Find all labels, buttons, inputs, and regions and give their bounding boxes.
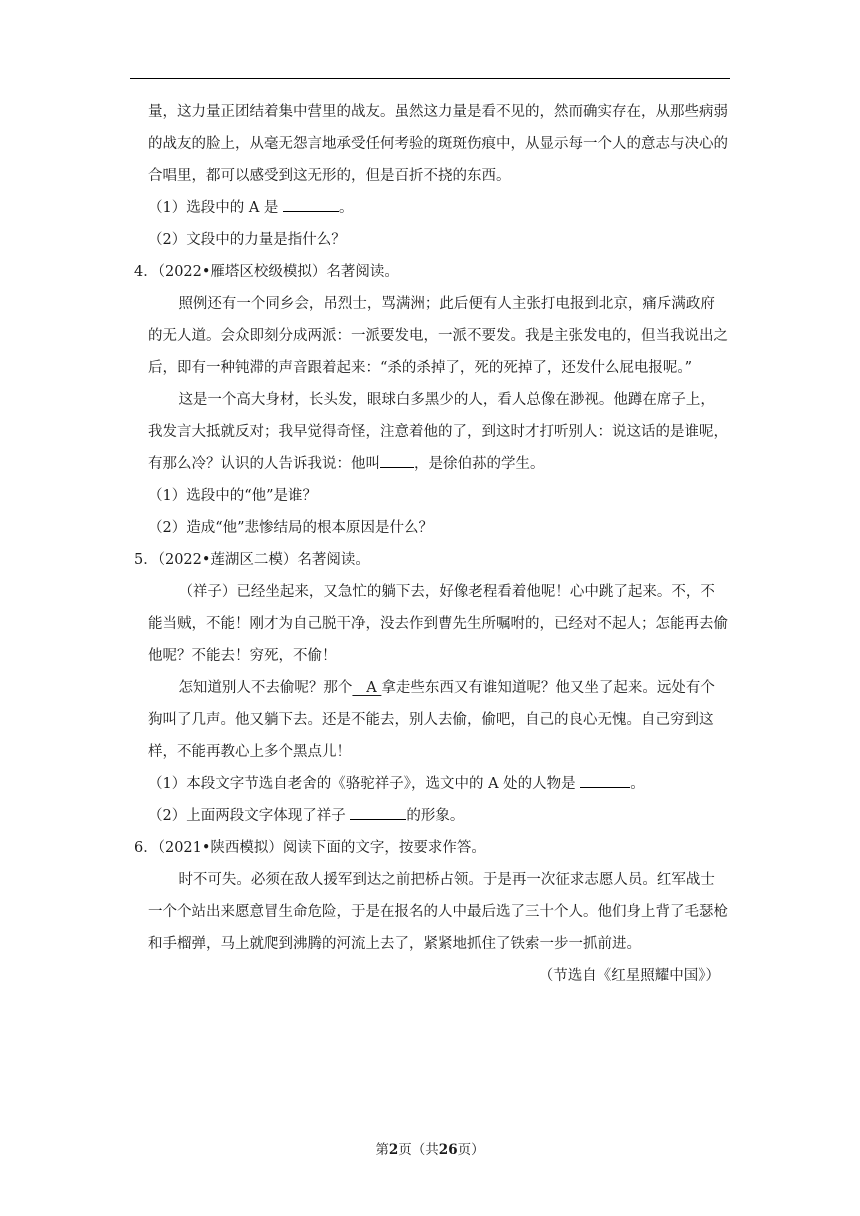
q3-sub1-text: （1）选段中的 A 是 — [148, 200, 284, 216]
q3-sub1-end: 。 — [339, 200, 354, 216]
question-6-heading: 6．（2021•陕西模拟）阅读下面的文字，按要求作答。 — [134, 840, 486, 856]
q5-p2-end: 拿走些东西又有谁知道呢？他又坐了起来。远处有个狗叫了几声。他又躺下去。还是不能去，别人去偷，偷吧，自己的良心无愧。自己穷到这样，不能再教心上多个黑点儿！ — [148, 680, 715, 760]
q4-p2-end: ，是徐伯荪的学生。 — [414, 456, 545, 472]
q5-p2-text: 怎知道别人不去偷呢？那个 — [178, 680, 353, 696]
q5-sub2-text: （2）上面两段文字体现了祥子 — [148, 808, 351, 824]
page-total: 26 — [438, 1142, 458, 1158]
q4-subquestion-2: （2）造成“他”悲惨结局的根本原因是什么？ — [148, 520, 434, 536]
answer-blank[interactable] — [580, 787, 630, 788]
header-rule — [130, 78, 730, 79]
page-number: 2 — [388, 1142, 399, 1158]
q5-passage-2 — [148, 672, 728, 768]
q4-passage-1: 照例还有一个同乡会，吊烈士，骂满洲；此后便有人主张打电报到北京，痛斥满政府的无人道。会众即刻分成两派：一派要发电，一派不要发。我是主张发电的，但当我说出之后，即有一种钝滞的声音跟着起来：“杀的杀掉了，死的死掉了，还发什么屁电报呢。” — [148, 296, 728, 376]
q6-source: （节选自《红星照耀中国》） — [538, 968, 720, 984]
page-content — [134, 96, 728, 992]
q5-subquestion-2 — [148, 800, 728, 832]
q5-passage-1: （祥子）已经坐起来，又急忙的躺下去，好像老程看着他呢！心中跳了起来。不，不能当贼，不能！刚才为自己脱干净，没去作到曹先生所嘱咐的，已经对不起人；怎能再去偷他呢？不能去！穷死，不偷！ — [148, 584, 728, 664]
question-5-heading: 5．（2022•莲湖区二模）名著阅读。 — [134, 552, 370, 568]
q5-sub1-end: 。 — [630, 776, 645, 792]
q5-subquestion-1 — [148, 768, 728, 800]
q3-subquestion-1 — [148, 192, 728, 224]
answer-blank[interactable] — [380, 467, 414, 468]
page-footer — [0, 1138, 860, 1158]
q5-marker-a: A — [352, 680, 382, 696]
q5-sub2-end: 的形象。 — [406, 808, 465, 824]
q5-sub1-text: （1）本段文字节选自老舍的《骆驼祥子》，选文中的 A 处的人物是 — [148, 776, 581, 792]
q4-passage-2 — [148, 384, 728, 480]
q3-subquestion-2: （2）文段中的力量是指什么？ — [148, 232, 346, 248]
q6-passage: 时不可失。必须在敌人援军到达之前把桥占领。于是再一次征求志愿人员。红军战士一个个站出来愿意冒生命危险，于是在报名的人中最后选了三十个人。他们身上背了毛瑟枪和手榴弹，马上就爬到沸腾的河流上去了，紧紧地抓住了铁索一步一抓前进。 — [148, 872, 728, 952]
q4-p2-text: 这是一个高大身材，长头发，眼球白多黑少的人，看人总像在渺视。他蹲在席子上，我发言大抵就反对；我早觉得奇怪，注意着他的了，到这时才打听别人：说这话的是谁呢，有那么冷？认识的人告诉我说：他叫 — [148, 392, 728, 472]
answer-blank[interactable] — [350, 819, 406, 820]
footer-prefix: 第 — [375, 1142, 389, 1158]
footer-suffix: 页） — [457, 1142, 485, 1158]
q4-subquestion-1: （1）选段中的“他”是谁？ — [148, 488, 318, 504]
answer-blank[interactable] — [283, 211, 339, 212]
footer-mid: 页（共 — [398, 1142, 439, 1158]
question-4-heading: 4．（2022•雁塔区校级模拟）名著阅读。 — [134, 264, 399, 280]
q3-passage-continued: 量，这力量正团结着集中营里的战友。虽然这力量是看不见的，然而确实存在，从那些病弱的战友的脸上，从毫无怨言地承受任何考验的斑斑伤痕中，从显示每一个人的意志与决心的合唱里，都可以感受到这无形的，但是百折不挠的东西。 — [148, 104, 728, 184]
